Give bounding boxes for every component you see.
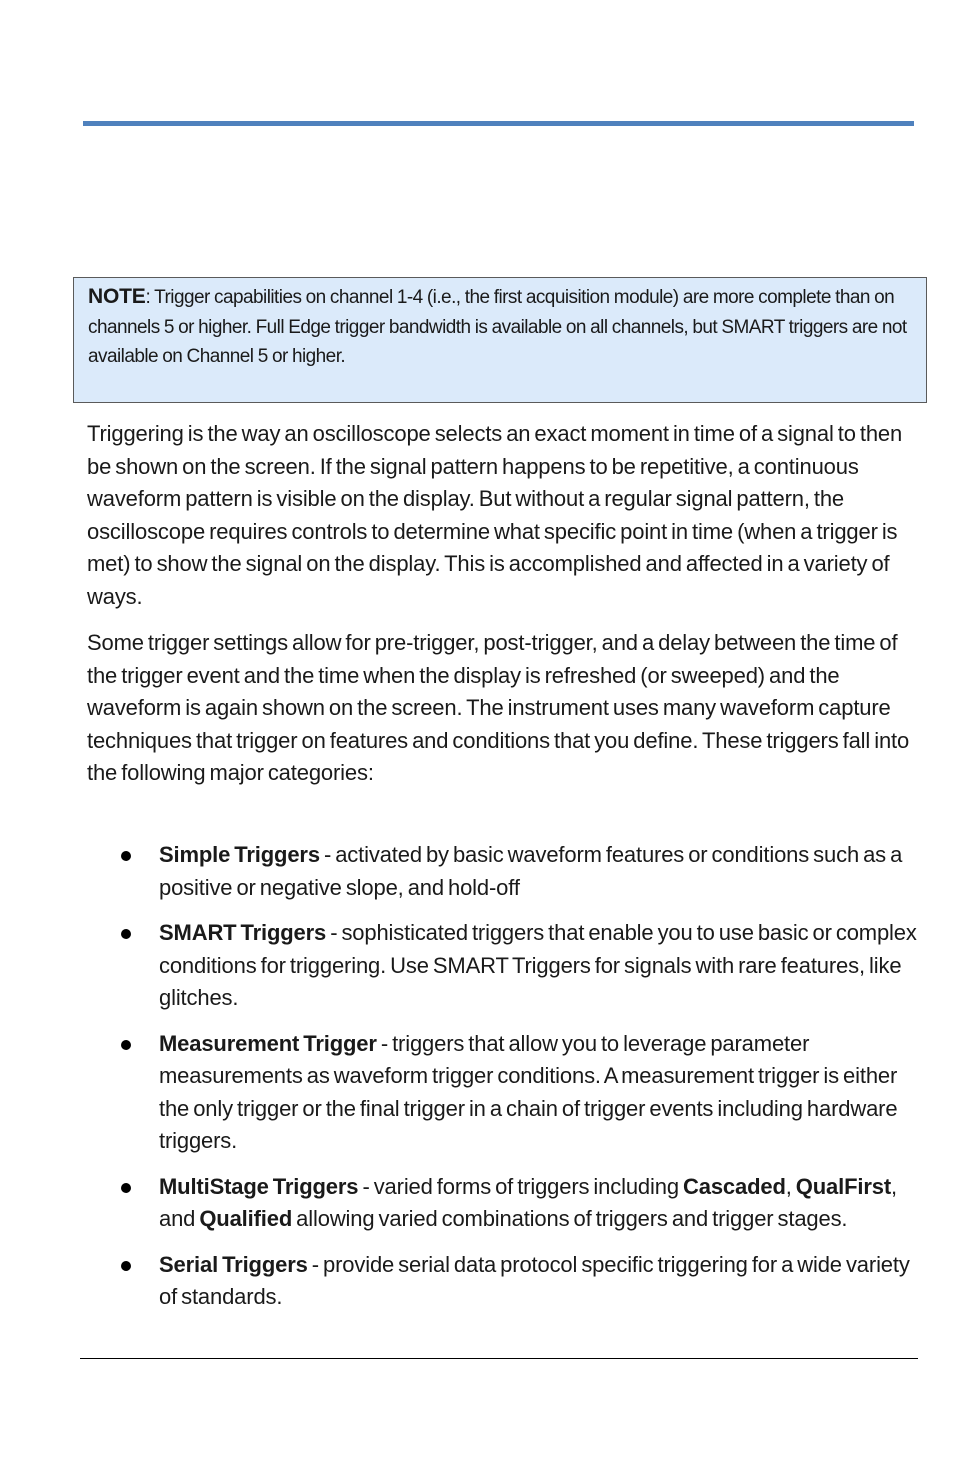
- bullet-text: - triggers that allow you to leverage parameter measurements as waveform trigger conditions. A measurement trigger is either the only trigger or the final trigger in a chain of trigger events including hardware triggers.: [159, 1030, 898, 1153]
- list-item-multistage-triggers: [0, 1171, 919, 1236]
- bullet-text: ,: [785, 1173, 796, 1199]
- bullet-icon: [121, 1183, 131, 1193]
- paragraph-triggering-intro: Triggering is the way an oscilloscope selects an exact moment in time of a signal to then be shown on the screen. If the signal pattern happens to be repetitive, a continuous waveform pattern is visible on the display. But without a regular signal pattern, the oscilloscope requires controls to determine what specific point in time (when a trigger is met) to show the signal on the display. This is accomplished and affected in a variety of ways.: [87, 421, 903, 609]
- bullet-text: , and: [159, 1173, 897, 1231]
- bullet-term-qualified: Qualified: [199, 1206, 293, 1231]
- paragraph-trigger-settings: Some trigger settings allow for pre-trigger, post-trigger, and a delay between the time of the trigger event and the time when the display is refreshed (or sweeped) and the waveform is again shown on the screen. The instrument uses many waveform capture techniques that trigger on features and conditions that you define. These triggers fall into the following major categories:: [87, 630, 910, 785]
- bullet-icon: [121, 1261, 131, 1271]
- header-rule: [83, 121, 914, 126]
- bullet-term-cascaded: Cascaded: [683, 1173, 786, 1199]
- bullet-text: - provide serial data protocol specific triggering for a wide variety of standards.: [159, 1251, 910, 1309]
- bullet-icon: [121, 929, 131, 939]
- bullet-icon: [121, 1040, 131, 1050]
- bullet-text: allowing varied combinations of triggers and trigger stages.: [292, 1206, 848, 1231]
- note-label: NOTE: [88, 285, 146, 308]
- bullet-term: MultiStage Triggers: [159, 1173, 359, 1199]
- bullet-term: Simple Triggers: [159, 842, 320, 867]
- bullet-term: Measurement Trigger: [159, 1030, 377, 1056]
- list-item-measurement-trigger: [0, 1028, 919, 1158]
- list-item-simple-triggers: [0, 839, 919, 904]
- list-item-smart-triggers: [0, 917, 919, 1015]
- trigger-categories-list: [0, 839, 954, 1327]
- note-callout: [73, 277, 927, 403]
- note-text: : Trigger capabilities on channel 1-4 (i.e., the first acquisition module) are more complete than on channels 5 or higher. Full Edge trigger bandwidth is available on all channels, but SMART triggers are not available on Channel 5 or higher.: [88, 287, 907, 367]
- bullet-icon: [121, 851, 131, 861]
- bullet-term-qualfirst: QualFirst: [795, 1173, 892, 1199]
- footer-rule: [80, 1358, 918, 1359]
- bullet-term: SMART Triggers: [159, 920, 327, 945]
- list-item-serial-triggers: [0, 1249, 919, 1314]
- bullet-text: - sophisticated triggers that enable you to use basic or complex conditions for triggering. Use SMART Triggers for signals with rare features, like glitches.: [159, 920, 917, 1010]
- bullet-text: - activated by basic waveform features or conditions such as a positive or negative slope, and hold-off: [159, 842, 903, 900]
- bullet-text: - varied forms of triggers including: [358, 1173, 683, 1199]
- bullet-term: Serial Triggers: [159, 1251, 308, 1277]
